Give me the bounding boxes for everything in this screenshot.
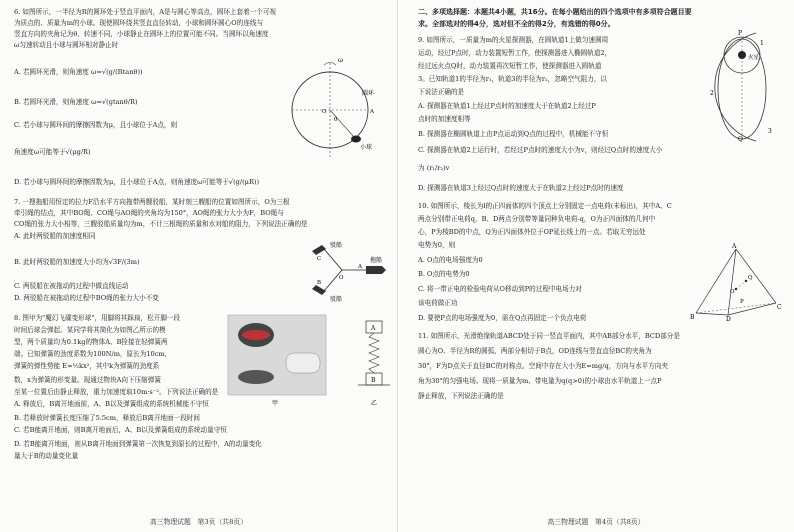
point-o-label: O [730, 289, 735, 295]
ring-label: 圆环 [362, 90, 375, 97]
q6-line: 6. 如图所示，一半径为R的圆环处于竖直平面内，A是与圆心等高点，圆环上套着一个可视 [14, 8, 277, 16]
q10-option-c-cont: 该电荷做正功 [418, 299, 458, 307]
q9-option-d: D. 探测器在轨道3上经过Q点时的速度大于在轨道2上经过P点时的速度 [418, 184, 624, 192]
q9-line: 运动，经过P点时，动力装置短暂工作，使探测器进入椭圆轨道2， [418, 49, 612, 57]
q11-line: 静止释放，下列说法正确的是 [418, 392, 504, 400]
point-q-label: Q [738, 136, 743, 143]
q6-option-b: B. 若圆环光滑，则角速度 ω=√(gtanθ/R) [14, 98, 138, 106]
q8-line: 时间后球会弹起。某同学将其简化为如图乙所示的模 [14, 326, 166, 334]
q9-option-c: C. 探测器在轨道2上运行时，若经过P点时的速度大小为v，则经过Q点时的速度大小 [418, 146, 663, 154]
q10-option-a: A. O点的电场强度为0 [418, 256, 483, 264]
q9-line: 经过远火点Q时，动力装置再次短暂工作，使探测器进入圆轨道 [418, 62, 602, 70]
q6-line: ω匀速转动且小球与圆环相对静止时 [14, 41, 119, 49]
q10-line: 电势为0，则 [418, 241, 456, 249]
q6-line: 竖直方向的夹角记为θ，转速不同，小球静止在圆环上的位置可能不同。当圆环以角速度 [14, 30, 269, 38]
q7-line: 牵引绳的结点，其中BO绳、CO绳与AO绳的夹角均为150°，AO绳的张力大小为F，BO绳与 [14, 209, 284, 217]
saucer-ball-figure [226, 313, 391, 411]
q9-line: 3。已知轨道1的半径为r₁，轨道3的半径为r₂，忽略空气阻力，以 [418, 75, 608, 83]
point-b-label: B [317, 280, 322, 286]
point-a-label: A [370, 109, 374, 115]
ring-diagram [286, 55, 386, 165]
barge-top-label: 驳船 [330, 242, 343, 249]
point-o-label: O [339, 275, 344, 281]
q9-line: 下说法正确的是 [418, 88, 465, 96]
q11-line: 30°，F为D点关于直径BC的对称点。空间中存在大小为E=mg/q，方向与水平方向夹 [418, 362, 669, 370]
q8-option-c: C. 若B能离开地面，则B离开地面后，A、B以及弹簧组成的系统动量守恒 [14, 426, 227, 434]
page-footer-right: 高三物理试题 第4页（共8页） [547, 518, 645, 526]
q9-line: 9. 如图所示，一质量为m的火星探测器，在圆轨道1上做匀速圆周 [418, 36, 609, 44]
vertex-b-label: B [690, 314, 695, 321]
left-column [14, 5, 389, 513]
q10-option-d: D. 要使P点的电场强度为0，需在Q点再固定一个负点电荷 [418, 314, 587, 322]
q6-option-d: D. 若小球与圆环间的摩擦因数为μ，且小球位于A点，则角速度ω可能等于√(g/(μR)) [14, 178, 260, 186]
block-b-label: B [371, 377, 376, 384]
theta-label: θ [334, 117, 338, 123]
q7-option-a: A. 此时两驳船的加速度相同 [14, 232, 96, 240]
q10-line: 心，P为棱BD的中点，Q为正四面体外位于OP延长线上的一点。若取无穷远处 [418, 228, 646, 236]
q6-option-c: C. 若小球与圆环间的摩擦因数为μ，且小球位于A点，则 [14, 121, 178, 129]
barge-bottom-label: 驳船 [330, 296, 343, 303]
orbit-2-label: 2 [710, 90, 714, 97]
q9-option-b: B. 探测器在椭圆轨道上由P点运动到Q点的过程中，机械能不守恒 [418, 130, 609, 138]
q6-line: 为质点的、质量为m的小球。现使圆环绕其竖直直径转动，小球和圆环圆心O的连线与 [14, 19, 264, 27]
q8-option-b: B. 若释放时弹簧长度压缩了5.5cm，释放后B离开地面一段时间 [14, 414, 200, 422]
orbit-diagram [696, 25, 786, 143]
point-a-label: A [358, 264, 362, 270]
mars-label: 火星 [748, 55, 760, 61]
orbit-1-label: 1 [760, 40, 764, 47]
q9-option-a-cont: 点时的加速度相等 [418, 115, 471, 123]
vertex-a-label: A [732, 243, 737, 250]
q8-line: 至某一位置后由静止释放，重力加速度取10m·s⁻²。下列说法正确的是 [14, 388, 219, 396]
q11-line: 11. 如图所示，光滑绝缘轨道ABCD处于同一竖直平面内，其中AB部分水平，BCD部分是 [418, 332, 680, 340]
q10-line: 10. 如图所示，棱长为l的正四面体的四个顶点上分别固定一点电荷(未标出)，其中A、C [418, 202, 672, 210]
omega-label: ω [338, 57, 343, 64]
page-footer-left: 高三物理试题 第3页（共8页） [149, 518, 247, 526]
q8-line: 型，两个质量均为0.1kg的物体A、B拴接在轻弹簧两 [14, 338, 168, 346]
section-title-cont: 求。全部选对的得4分，选对但不全的得2分，有选错的得0分。 [418, 20, 615, 28]
block-a-label: A [371, 325, 376, 332]
q8-line: 8. 图甲为"魔幻飞碟变形球"，用脚将其踩扁，松开脚一段 [14, 314, 181, 322]
tug-label: 拖船 [370, 257, 383, 264]
q8-line: 弹簧的弹性势能 E=½kx²，其中k为弹簧的劲度系 [14, 362, 160, 370]
tugboat-diagram [284, 237, 389, 303]
point-q-label: Q [748, 275, 753, 281]
q9-option-a: A. 探测器在轨道1上经过P点时的加速度大于在轨道2上经过P [418, 102, 596, 110]
figure-yi-label: 乙 [371, 400, 378, 407]
q7-option-c: C. 两驳船在被拖动的过程中做直线运动 [14, 282, 129, 290]
q10-line: 两点分别带正电荷q，B、D两点分别带等量同种负电荷-q，O为正四面体的几何中 [418, 215, 656, 223]
q8-line: 数，x为弹簧的形变量。现通过物块A向下压缩弹簧 [14, 376, 161, 384]
q7-option-b: B. 此时两驳船的加速度大小均为√3F/(3m) [14, 258, 140, 266]
q9-option-c-cont: 为 (r₁/r₂)v [418, 164, 450, 172]
q6-option-c-cont: 角速度ω可能等于√(μg/R) [14, 148, 91, 156]
orbit-3-label: 3 [768, 128, 772, 135]
q6-option-a: A. 若圆环光滑，则角速度 ω=√(g/(Rtanθ)) [14, 68, 143, 76]
point-p-label: P [738, 30, 743, 37]
q8-option-d: D. 若B能离开地面，则从B离开地面到弹簧第一次恢复到原长的过程中，A的动量变化 [14, 440, 262, 448]
q7-line: 7. 一搜拖船用恒定的拉力F沿水平方向拖带两艘驳船，某时刻三艘船的位置如图所示，O为三根 [14, 198, 290, 206]
vertex-c-label: C [777, 304, 782, 311]
q7-option-d: D. 两驳船在被拖动的过程中BO绳的张力大小不变 [14, 294, 159, 302]
ball-label: 小球 [360, 144, 373, 151]
point-p-label: P [740, 299, 744, 305]
vertex-d-label: D [726, 316, 731, 321]
q8-option-a: A. 释放后，B离开地面前，A、B以及弹簧组成的系统机械能不守恒 [14, 400, 209, 408]
q10-option-b: B. O点的电势为0 [418, 270, 470, 278]
section-title: 二、多项选择题：本题共4小题，共16分。在每小题给出的四个选项中有多项符合题目要 [418, 8, 692, 16]
right-column [418, 5, 784, 513]
exam-page-4 [397, 0, 794, 532]
q10-option-c: C. 将一带正电的检验电荷从O移动到P的过程中电场力对 [418, 285, 582, 293]
q8-option-d-cont: 量大于B的动量变化量 [14, 452, 79, 460]
q11-line: 角为30°的匀强电场。现将一质量为m、带电量为q(q>0)的小球由水平轨道上一点P [418, 377, 662, 385]
point-c-label: C [317, 256, 322, 262]
figure-jia-label: 甲 [272, 400, 279, 407]
tetrahedron-diagram [690, 243, 782, 321]
center-label: O [322, 109, 327, 115]
q7-line: CO绳的张力大小相等，三艘驳船质量均为m，不计三根绳的质量和水对船的阻力，下列说法正确的是 [14, 220, 308, 228]
q11-line: 圆心为O、半径为R的圆弧，两部分相切于B点，OD连线与竖直直径BC的夹角为 [418, 347, 652, 355]
q8-line: 端。已知弹簧的劲度系数为100N/m，原长为10cm， [14, 350, 172, 358]
